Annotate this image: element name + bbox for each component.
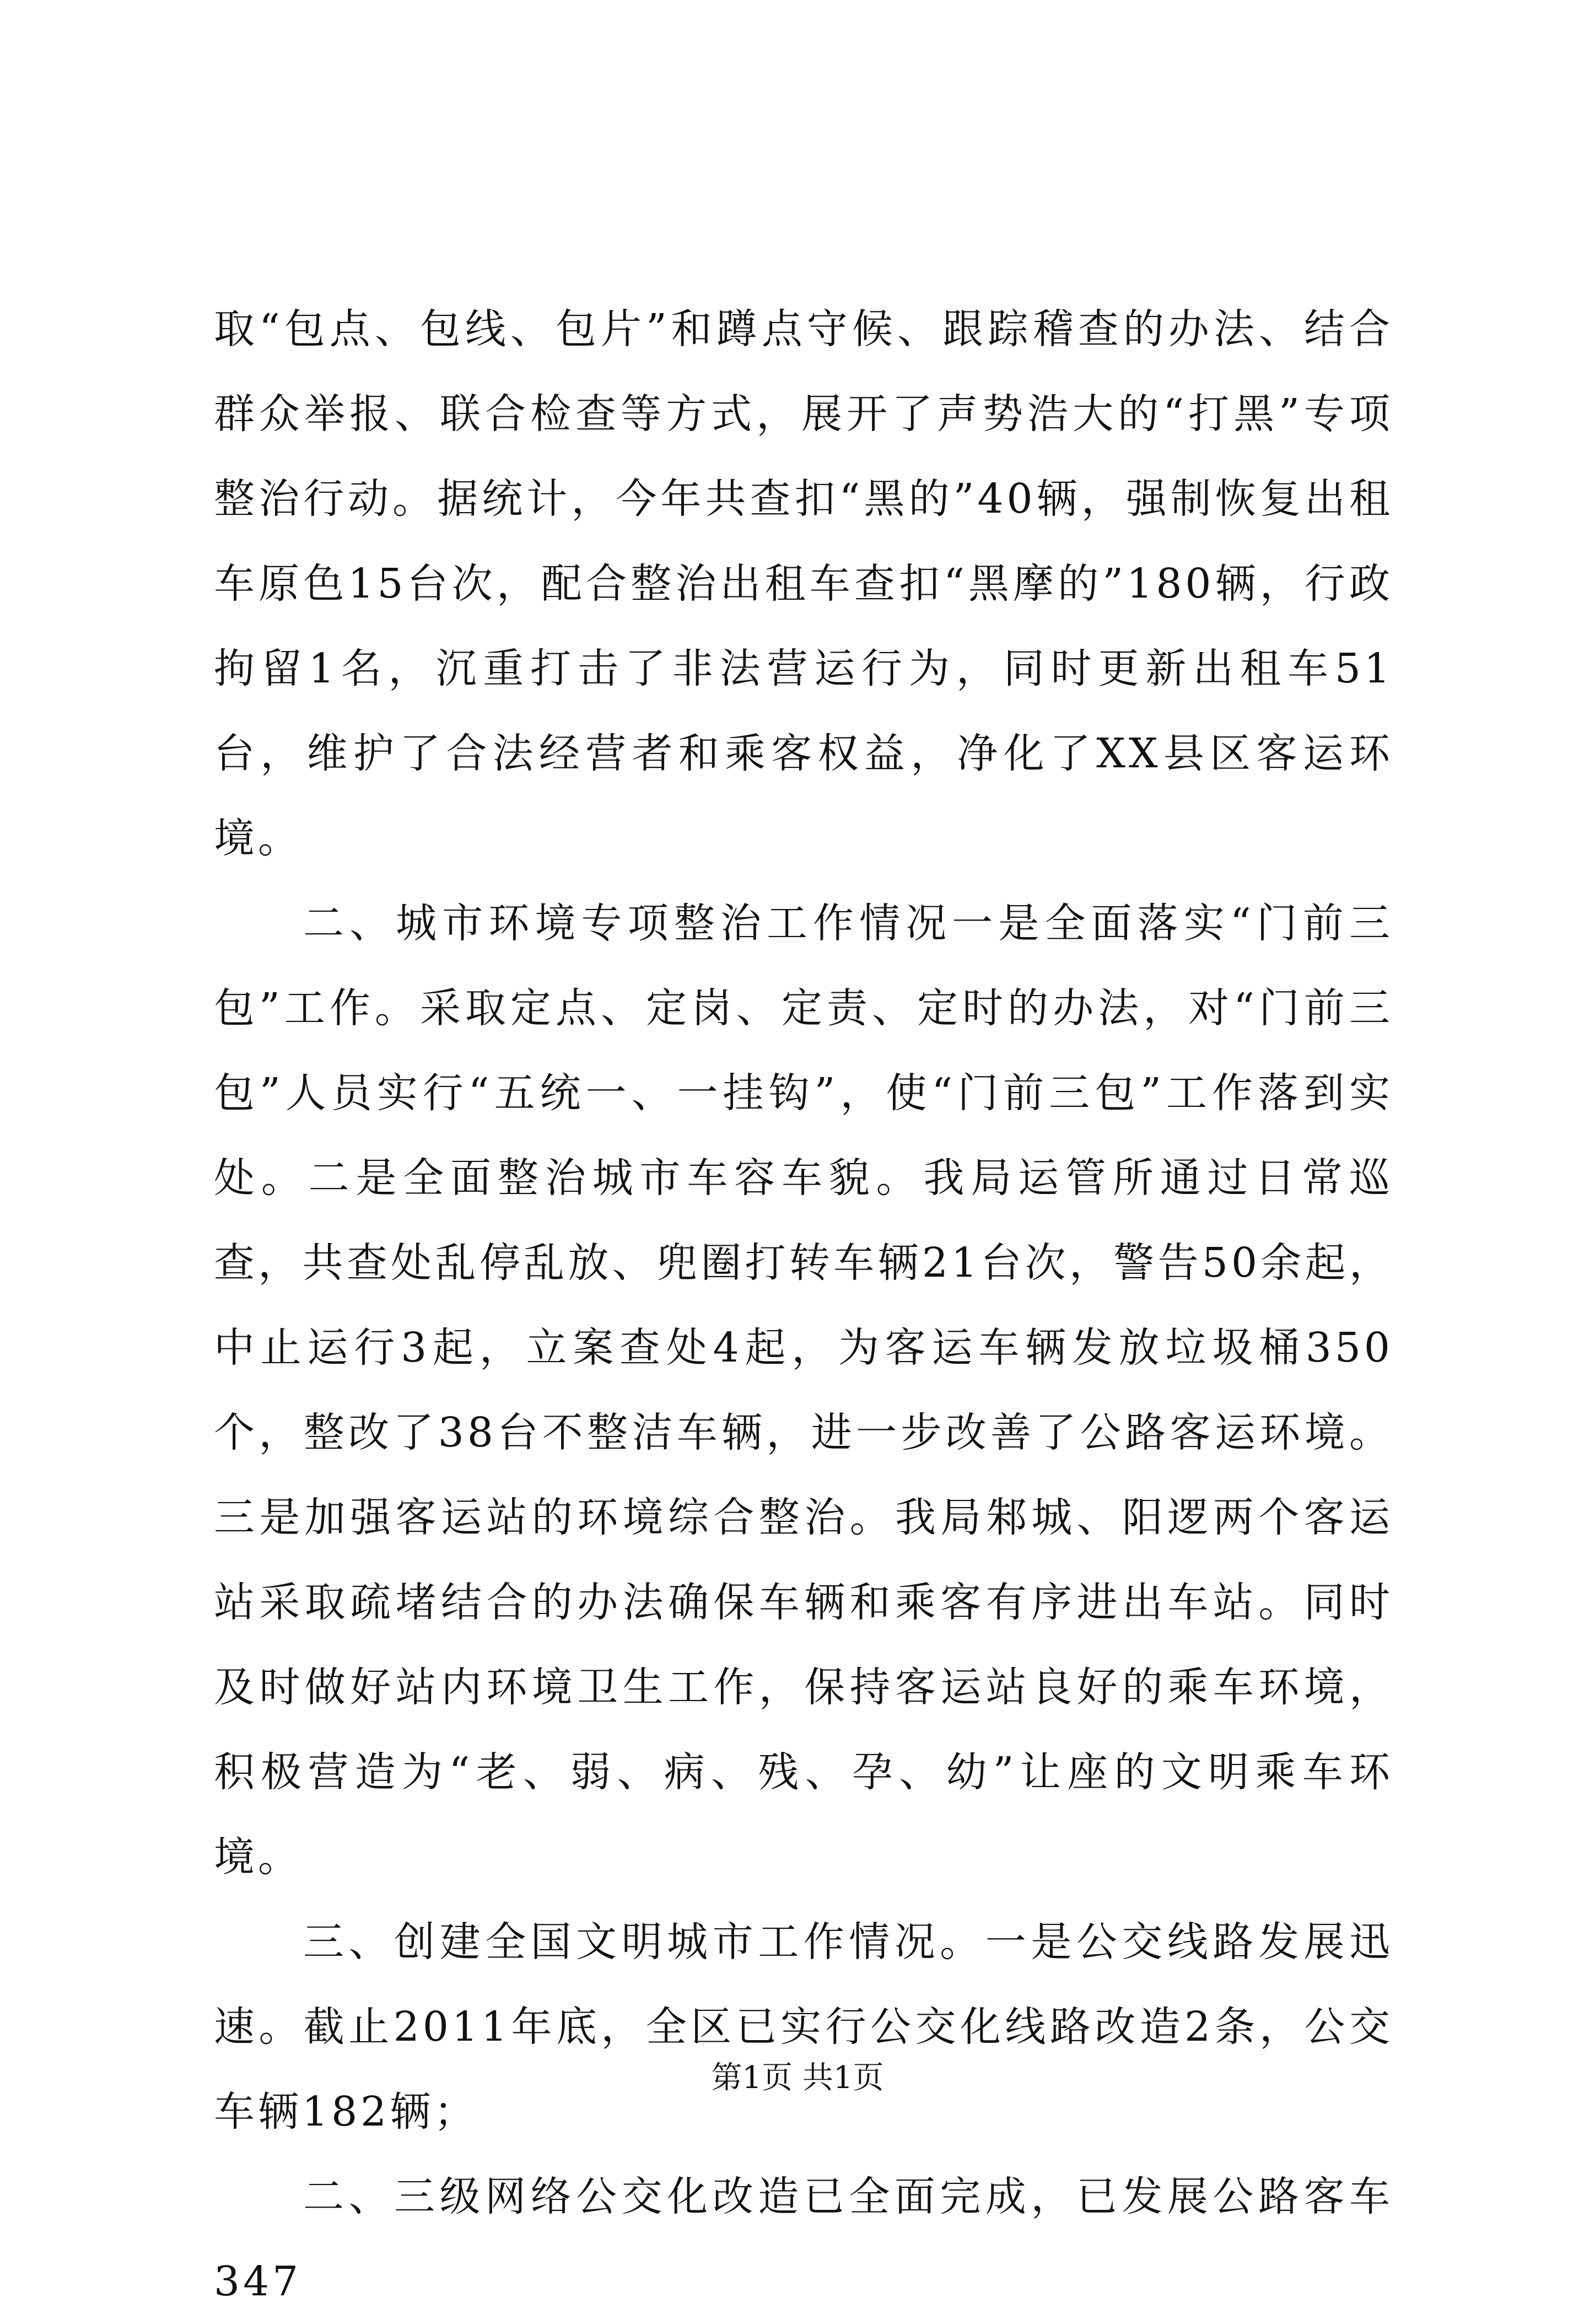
paragraph-civilized-city: 三、创建全国文明城市工作情况。一是公交线路发展迅速。截止2011年底，全区已实行公交化线路改造2条，公交车辆182辆；: [214, 1918, 1393, 2135]
paragraph-enforcement: 取“包点、包线、包片”和蹲点守候、跟踪稽查的办法、结合群众举报、联合检查等方式，展开了声势浩大的“打黑”专项整治行动。据统计，今年共查扣“黑的”40辆，强制恢复出租车原色15台次，配合整治出租车查扣“黑摩的”180辆，行政拘留1名，沉重打击了非法营运行为，同时更新出租车51台，维护了合法经营者和乘客权益，净化了XX县区客运环境。: [214, 305, 1393, 862]
paragraph-network-reform: 二、三级网络公交化改造已全面完成，已发展公路客车347: [214, 2173, 1393, 2305]
paragraph-city-environment: 二、城市环境专项整治工作情况一是全面落实“门前三包”工作。采取定点、定岗、定责、定时的办法，对“门前三包”人员实行“五统一、一挂钩”，使“门前三包”工作落到实处。二是全面整治城市车容车貌。我局运管所通过日常巡查，共查处乱停乱放、兜圈打转车辆21台次，警告50余起，中止运行3起，立案查处4起，为客运车辆发放垃圾桶350个，整改了38台不整洁车辆，进一步改善了公路客运环境。三是加强客运站的环境综合整治。我局邾城、阳逻两个客运站采取疏堵结合的办法确保车辆和乘客有序进出车站。同时及时做好站内环境卫生工作，保持客运站良好的乘车环境，积极营造为“老、弱、病、残、孕、幼”让座的文明乘车环境。: [214, 900, 1393, 1881]
page-footer: 第1页 共1页: [711, 2060, 884, 2096]
document-body: [214, 287, 1393, 2324]
